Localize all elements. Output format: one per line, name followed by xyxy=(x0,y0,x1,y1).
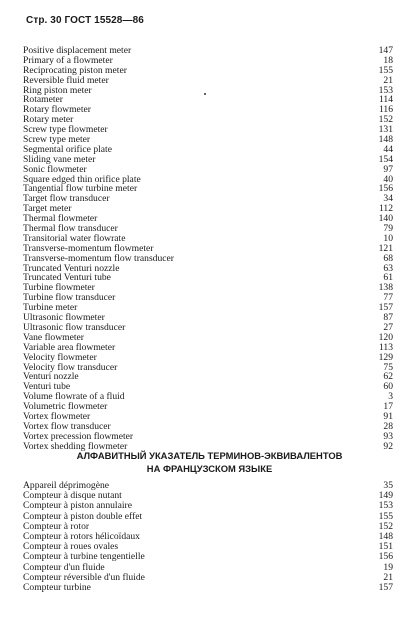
index-page-number: 44 xyxy=(383,143,393,155)
index-term: Compteur réversible d'un fluide xyxy=(23,571,145,583)
section-heading-line-2: НА ФРАНЦУЗСКОМ ЯЗЫКЕ xyxy=(146,463,273,474)
index-term: Vane flowmeter xyxy=(23,331,85,343)
index-term: Rotary flowmeter xyxy=(23,104,91,116)
index-term: Screw type flowmeter xyxy=(23,124,108,136)
index-page-number: 155 xyxy=(378,510,393,522)
index-term: Velocity flowmeter xyxy=(23,351,97,363)
index-page-number: 40 xyxy=(383,173,393,185)
index-term: Appareil déprimogène xyxy=(23,480,110,491)
index-page-number: 10 xyxy=(383,232,393,244)
index-page-number: 75 xyxy=(383,361,393,373)
index-term: Turbine flow transducer xyxy=(23,292,116,304)
index-page-number: 131 xyxy=(378,124,393,136)
index-entry xyxy=(23,105,393,115)
index-entry xyxy=(23,86,393,96)
index-page-number: 156 xyxy=(378,551,393,563)
index-term: Sliding vane meter xyxy=(23,153,96,165)
index-page-number: 154 xyxy=(378,153,393,165)
index-term: Target flow transducer xyxy=(23,193,110,205)
index-page-number: 3 xyxy=(388,391,393,403)
index-page-number: 151 xyxy=(378,541,393,553)
index-term: Ultrasonic flowmeter xyxy=(23,312,105,324)
section-heading xyxy=(0,449,419,475)
index-page-number: 18 xyxy=(383,54,393,66)
index-page-number: 68 xyxy=(383,252,393,264)
index-page-number: 19 xyxy=(383,561,393,573)
index-term: Ring piston meter xyxy=(23,84,92,96)
index-page-number: 21 xyxy=(383,74,393,86)
index-page-number: 140 xyxy=(378,213,393,225)
index-page-number: 153 xyxy=(378,84,393,96)
index-term: Rotary meter xyxy=(23,114,74,126)
index-term: Ultrasonic flow transducer xyxy=(23,321,126,333)
index-page-number: 156 xyxy=(378,183,393,195)
index-page-number: 153 xyxy=(378,500,393,512)
index-page-number: 155 xyxy=(378,64,393,76)
index-page-number: 97 xyxy=(383,163,393,175)
index-term: Compteur à piston annulaire xyxy=(23,500,132,512)
index-term: Transitorial water flowrate xyxy=(23,232,126,244)
index-term: Thermal flowmeter xyxy=(23,213,98,225)
index-term: Reversible fluid meter xyxy=(23,74,109,86)
index-page-number: 152 xyxy=(378,114,393,126)
index-page-number: 60 xyxy=(383,381,393,393)
index-term: Primary of a flowmeter xyxy=(23,54,113,66)
index-term: Velocity flow transducer xyxy=(23,361,118,373)
index-term: Compteur à piston double effet xyxy=(23,510,143,522)
section-heading-line-1: АЛФАВИТНЫЙ УКАЗАТЕЛЬ ТЕРМИНОВ-ЭКВИВАЛЕНТОВ xyxy=(76,450,343,461)
index-term: Venturi nozzle xyxy=(23,371,79,383)
index-term: Compteur turbine xyxy=(23,581,91,593)
index-term: Transverse-momentum flowmeter xyxy=(23,242,154,254)
index-page-number: 61 xyxy=(383,272,393,284)
index-page-number: 21 xyxy=(383,571,393,583)
index-term: Volumetric flowmeter xyxy=(23,401,108,413)
index-term: Volume flowrate of a fluid xyxy=(23,391,125,403)
index-page-number: 148 xyxy=(378,530,393,542)
index-term: Screw type meter xyxy=(23,134,91,146)
index-page-number: 87 xyxy=(383,312,393,324)
index-term: Truncated Venturi nozzle xyxy=(23,262,120,274)
index-page-number: 138 xyxy=(378,282,393,294)
index-page-number: 112 xyxy=(378,203,393,215)
index-page-number: 63 xyxy=(383,262,393,274)
index-page-number: 147 xyxy=(378,45,393,56)
index-page-number: 152 xyxy=(378,520,393,532)
index-term: Compteur à rotors hélicoïdaux xyxy=(23,530,140,542)
index-page-number: 34 xyxy=(383,193,393,205)
index-page-number: 157 xyxy=(378,302,393,314)
index-term: Vortex flowmeter xyxy=(23,410,91,422)
index-page-number: 28 xyxy=(383,420,393,432)
index-term: Vortex precession flowmeter xyxy=(23,430,134,442)
index-term: Truncated Venturi tube xyxy=(23,272,111,284)
index-page-number: 92 xyxy=(383,440,393,452)
index-term: Compteur à roues ovales xyxy=(23,541,119,553)
index-page-number: 157 xyxy=(378,581,393,593)
index-page-number: 120 xyxy=(378,331,393,343)
index-page-number: 114 xyxy=(378,94,393,106)
index-entry xyxy=(23,583,393,593)
index-term: Transverse-momentum flow transducer xyxy=(23,252,174,264)
index-entry xyxy=(23,293,393,303)
index-page-number: 27 xyxy=(383,321,393,333)
index-page-number: 17 xyxy=(383,401,393,413)
page-header: Стр. 30 ГОСТ 15528—86 xyxy=(26,15,144,26)
index-term: Venturi tube xyxy=(23,381,71,393)
index-page-number: 121 xyxy=(378,242,393,254)
index-term: Thermal flow transducer xyxy=(23,223,118,235)
index-page-number: 91 xyxy=(383,410,393,422)
index-term: Vortex flow transducer xyxy=(23,420,111,432)
index-page-number: 35 xyxy=(383,480,393,491)
index-term: Square edged thin orifice plate xyxy=(23,173,141,185)
index-page-number: 77 xyxy=(383,292,393,304)
index-term: Turbine flowmeter xyxy=(23,282,95,294)
index-page-number: 113 xyxy=(378,341,393,353)
index-entry xyxy=(23,372,393,382)
index-page-number: 62 xyxy=(383,371,393,383)
index-term: Tangential flow turbine meter xyxy=(23,183,138,195)
index-term: Turbine meter xyxy=(23,302,78,314)
index-page-number: 116 xyxy=(378,104,393,116)
index-term: Compteur à turbine tengentielle xyxy=(23,551,145,563)
index-term: Rotameter xyxy=(23,94,63,106)
index-term: Positive displacement meter xyxy=(23,45,132,56)
index-term: Compteur à rotor xyxy=(23,520,90,532)
index-entry xyxy=(23,552,393,562)
index-term: Compteur d'un fluide xyxy=(23,561,105,573)
english-term-index xyxy=(23,46,393,452)
index-term: Compteur à disque nutant xyxy=(23,490,122,502)
index-term: Variable area flowmeter xyxy=(23,341,116,353)
index-term: Sonic flowmeter xyxy=(23,163,87,175)
index-page-number: 93 xyxy=(383,430,393,442)
index-entry xyxy=(23,194,393,204)
index-page-number: 79 xyxy=(383,223,393,235)
french-term-index xyxy=(23,481,393,593)
index-term: Reciprocating piston meter xyxy=(23,64,127,76)
index-term: Vortex shedding flowmeter xyxy=(23,440,128,452)
index-page-number: 148 xyxy=(378,134,393,146)
index-term: Segmental orifice plate xyxy=(23,143,112,155)
index-page-number: 129 xyxy=(378,351,393,363)
index-term: Target meter xyxy=(23,203,72,215)
index-page-number: 149 xyxy=(378,490,393,502)
